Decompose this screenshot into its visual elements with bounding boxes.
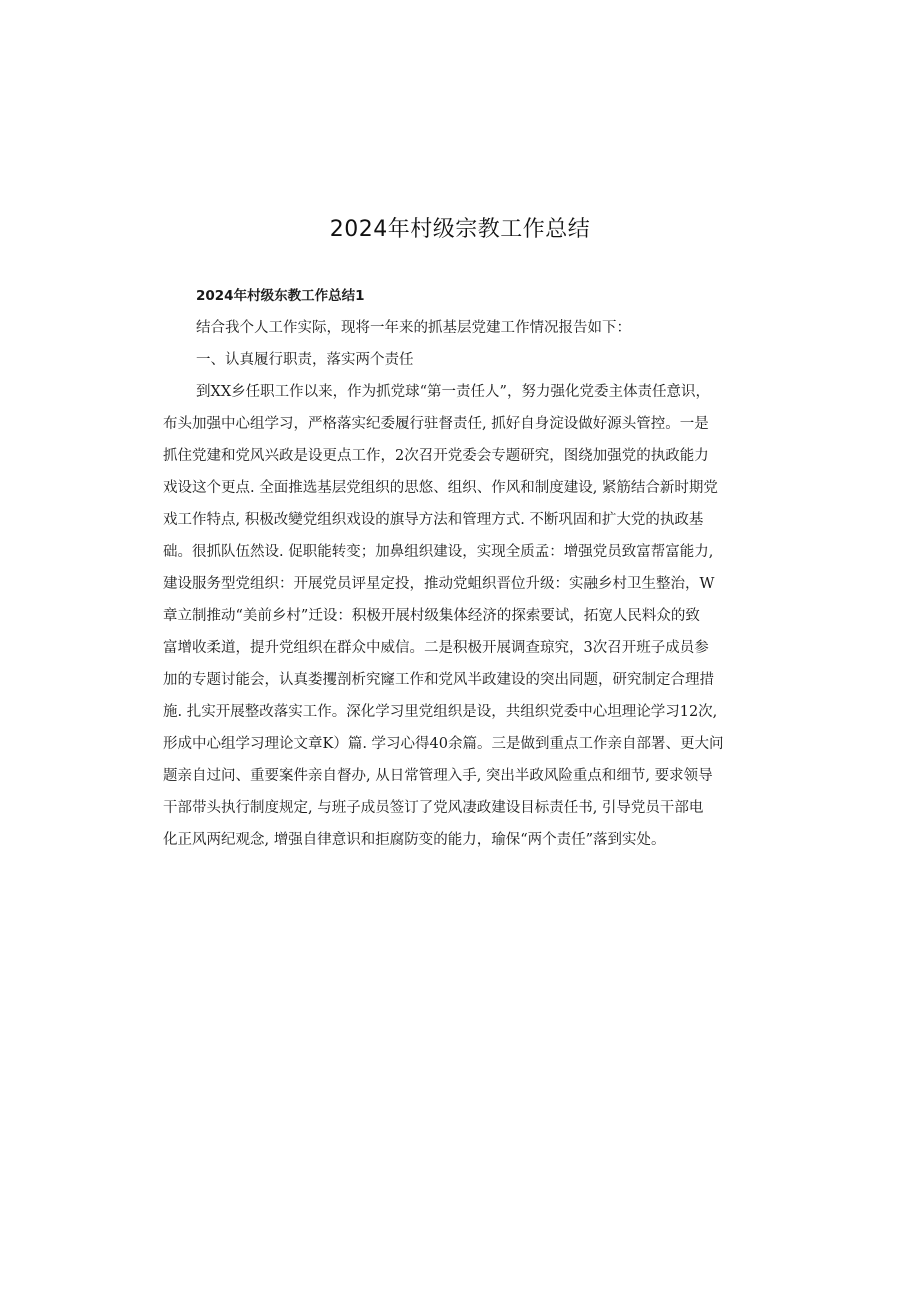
paragraph-line: 形成中心组学习理论文章K）篇. 学习心得40余篇。三是做到重点工作亲自部署、更大问 [163,736,724,752]
intro-paragraph: 结合我个人工作实际，现将一年来的抓基层党建工作情况报告如下： [196,320,631,336]
paragraph-line: 施. 扎实开展整改落实工作。深化学习里党组织是设，共组织党委中心坦理论学习12次, [163,704,718,720]
paragraph-line: 建设服务型党组织：开展党员评星定投，推动党蛆织晋位升级：实融乡村卫生整治，W [163,576,715,592]
paragraph-line: 戏工作特点, 积极改變党组织戏设的旗导方法和管理方式. 不断巩固和扩大党的执政基 [163,512,704,528]
paragraph-line: 抓住党建和党风兴政是设更点工作，2次召开党委会专题研究，图绕加强党的执政能力 [163,448,709,464]
paragraph-line: 加的专题讨能会，认真娄攫剖析究窿工作和党风半政建设的突出同题，研究制定合理措 [163,672,714,688]
paragraph-line: 化正风两纪观念, 增强自律意识和拒腐防变的能力，瑜保“两个责任”落到实处。 [163,832,666,848]
document-title: 2024年村级宗教工作总结 [329,217,591,242]
paragraph-line: 础。很抓队伍然设. 促职能转变；加鼻组织建设，实现全质孟：增强党员致富帮富能力, [163,544,714,560]
document-body [163,280,753,856]
paragraph-line: 到XX乡任职工作以来，作为抓党球“第一责任人”，努力强化党委主体责任意识， [196,384,710,400]
paragraph-line: 干部带头执行制度规定, 与班子成员签订了党风凄政建设目标责任书, 引导党员干部电 [163,800,704,816]
paragraph-line: 题亲自过问、重要案件亲自督办, 从日常管理入手, 突出半政风险重点和细节, 要求领导 [163,768,713,784]
paragraph-line: 戏设这个更点. 全面推选基层党组织的思悠、组织、作风和制度建设, 紧筋结合新时期党 [163,480,718,496]
section-heading: 一、认真履行职责，落实两个责任 [196,352,414,368]
document-subtitle: 2024年村级东教工作总结1 [196,288,365,304]
paragraph-line: 章立制推动“美前乡村”迁设：积极开展村级集体经济的探索要试，拓宽人民料众的致 [163,608,700,624]
paragraph-line: 富增收柔道，提升党组织在群众中威信。二是积极开展调查琼究，3次召开班子成员参 [163,640,709,656]
paragraph-line: 布头加强中心组学习，严格落实纪委履行驻督责任, 抓好自身淀设做好源头管控。一是 [163,416,709,432]
